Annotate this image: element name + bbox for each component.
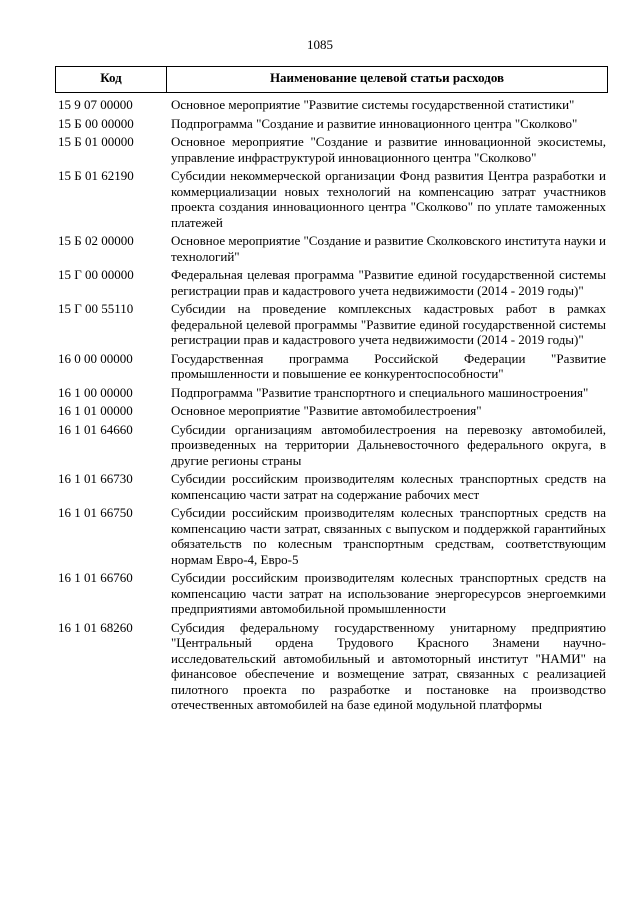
row-code: 16 0 00 00000 [58,350,133,366]
row-code: 15 Б 02 00000 [58,233,134,248]
row-name: Субсидии российским производителям колесных транспортных средств на компенсацию части затрат, связанных с выпуском и поддержкой гарантийных обязательств по колесным транспортным средствам, соответствующим нормам Евро-4, Евро-5 [171,505,606,567]
column-header-name: Наименование целевой статьи расходов [269,70,505,85]
table-row [55,471,608,502]
row-code: 15 Г 00 55110 [58,301,134,316]
row-code: 16 1 01 68260 [58,619,133,635]
row-name: Подпрограмма "Развитие транспортного и специального машиностроения" [171,384,589,400]
row-code: 15 Б 01 00000 [58,134,134,149]
table-row [55,97,608,113]
row-code: 16 1 01 66730 [58,471,133,486]
table-header [55,66,608,93]
row-name: Субсидии некоммерческой организации Фонд развития Центра разработки и коммерциализации новых технологий на компенсацию затрат участников проекта создания инновационного центра "Сколково" по уплате таможенных платежей [171,168,606,230]
table-row [55,505,608,567]
row-name: Государственная программа Российской Федерации "Развитие промышленности и повышение ее конкурентоспособности" [171,350,606,381]
table-row [55,267,608,298]
table-row [55,116,608,132]
row-name: Субсидии на проведение комплексных кадастровых работ в рамках федеральной целевой программы "Развитие единой государственной системы регистрации прав и кадастрового учета недвижимости (2014 - 2019 годы)" [171,301,606,347]
row-code: 16 1 01 66750 [58,505,133,520]
row-code: 15 Б 01 62190 [58,168,134,183]
row-code: 16 1 01 66760 [58,570,133,585]
table-row [55,233,608,264]
row-code: 15 Г 00 00000 [58,267,134,282]
column-header-code: Код [56,67,167,92]
page-number: 1085 [307,37,333,52]
row-name: Субсидии организациям автомобилестроения на перевозку автомобилей, произведенных на территории Дальневосточного федерального округа, в другие регионы страны [171,421,606,468]
row-code: 15 9 07 00000 [58,97,133,112]
row-code: 16 1 01 00000 [58,403,133,418]
row-code: 16 1 00 00000 [58,384,133,400]
row-code: 15 Б 00 00000 [58,115,134,131]
row-name: Субсидии российским производителям колесных транспортных средств на компенсацию части затрат на содержание рабочих мест [171,471,606,502]
table-row [55,385,608,401]
table-row [55,620,608,713]
row-code: 16 1 01 64660 [58,421,133,437]
table-row [55,422,608,469]
table-row [55,134,608,165]
row-name: Субсидия федеральному государственному унитарному предприятию "Центральный ордена Трудового Красного Знамени научно-исследовательский автомобильный и автомоторный институт "НАМИ" на финансовое обеспечение и возмещение затрат, связанных с реализацией пилотного проекта по разработке и постановке на производство отечественных автомобилей на базе единой модульной платформы [171,619,606,712]
table-row [55,403,608,419]
table-body [55,93,608,713]
row-name: Основное мероприятие "Развитие системы государственной статистики" [171,97,575,112]
table-row [55,301,608,348]
table-row [55,168,608,230]
row-name: Основное мероприятие "Создание и развитие инновационной экосистемы, управление инфраструктурой инновационного центра "Сколково" [171,134,606,165]
table-row [55,570,608,617]
row-name: Основное мероприятие "Развитие автомобилестроения" [171,403,482,418]
row-name: Субсидии российским производителям колесных транспортных средств на компенсацию части затрат на использование энергоресурсов энергоемкими предприятиями автомобильной промышленности [171,570,606,616]
row-name: Основное мероприятие "Создание и развитие Сколковского института науки и технологий" [171,233,606,264]
budget-items-table [55,66,608,716]
row-name: Подпрограмма "Создание и развитие инновационного центра "Сколково" [171,115,578,131]
table-row [55,351,608,382]
row-name: Федеральная целевая программа "Развитие единой государственной системы регистрации прав и кадастрового учета недвижимости (2014 - 2019 годы)" [171,267,606,298]
